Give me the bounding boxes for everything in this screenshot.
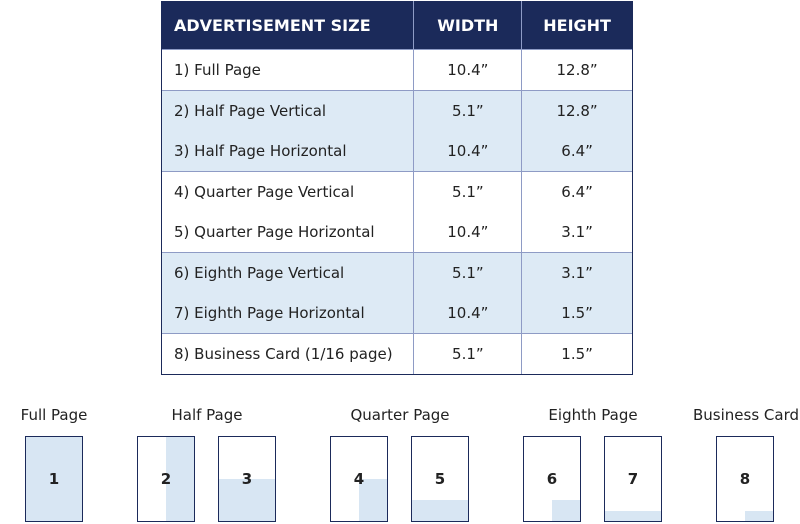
ad-area-fill [605, 511, 661, 522]
header-width: WIDTH [414, 1, 522, 50]
table-row [162, 50, 633, 91]
thumbnail-half-page-horizontal [218, 436, 276, 522]
size-cell: 1) Full Page [162, 50, 414, 91]
width-cell: 10.4” [414, 293, 522, 334]
thumbnail-business-card [716, 436, 774, 522]
thumbnail-quarter-page-horizontal [411, 436, 469, 522]
table-row [162, 334, 633, 375]
width-cell: 5.1” [414, 253, 522, 294]
table-row [162, 91, 633, 132]
label-business-card: Business Card [692, 406, 800, 424]
size-cell: 2) Half Page Vertical [162, 91, 414, 132]
height-cell: 12.8” [522, 50, 633, 91]
thumbnail-number: 7 [627, 470, 639, 488]
thumbnail-number: 6 [546, 470, 558, 488]
thumbnail-eighth-page-horizontal [604, 436, 662, 522]
size-cell: 4) Quarter Page Vertical [162, 172, 414, 213]
thumbnail-eighth-page-vertical [523, 436, 581, 522]
width-cell: 10.4” [414, 212, 522, 253]
height-cell: 6.4” [522, 172, 633, 213]
header-height: HEIGHT [522, 1, 633, 50]
size-cell: 6) Eighth Page Vertical [162, 253, 414, 294]
width-cell: 10.4” [414, 50, 522, 91]
height-cell: 6.4” [522, 131, 633, 172]
thumbnail-number: 1 [48, 470, 60, 488]
height-cell: 1.5” [522, 293, 633, 334]
size-cell: 3) Half Page Horizontal [162, 131, 414, 172]
table-row [162, 293, 633, 334]
label-eighth-page: Eighth Page [548, 406, 638, 424]
size-cell: 7) Eighth Page Horizontal [162, 293, 414, 334]
table-row [162, 131, 633, 172]
width-cell: 5.1” [414, 334, 522, 375]
size-cell: 5) Quarter Page Horizontal [162, 212, 414, 253]
ad-size-table [161, 1, 633, 375]
height-cell: 3.1” [522, 253, 633, 294]
thumbnail-half-page-vertical [137, 436, 195, 522]
label-half-page: Half Page [171, 406, 243, 424]
thumbnail-number: 8 [739, 470, 751, 488]
table-row [162, 253, 633, 294]
height-cell: 12.8” [522, 91, 633, 132]
thumbnail-number: 2 [160, 470, 172, 488]
thumbnail-number: 4 [353, 470, 365, 488]
thumbnail-full-page [25, 436, 83, 522]
thumbnail-number: 5 [434, 470, 446, 488]
width-cell: 5.1” [414, 91, 522, 132]
table-header-row [162, 1, 633, 50]
width-cell: 10.4” [414, 131, 522, 172]
header-advertisement-size: ADVERTISEMENT SIZE [162, 1, 414, 50]
size-cell: 8) Business Card (1/16 page) [162, 334, 414, 375]
table-row [162, 172, 633, 213]
height-cell: 3.1” [522, 212, 633, 253]
thumbnail-quarter-page-vertical [330, 436, 388, 522]
table-row [162, 212, 633, 253]
label-quarter-page: Quarter Page [350, 406, 450, 424]
ad-area-fill [412, 500, 468, 521]
label-full-page: Full Page [20, 406, 88, 424]
thumbnail-number: 3 [241, 470, 253, 488]
ad-area-fill [552, 500, 580, 521]
width-cell: 5.1” [414, 172, 522, 213]
ad-area-fill [745, 511, 773, 522]
height-cell: 1.5” [522, 334, 633, 375]
